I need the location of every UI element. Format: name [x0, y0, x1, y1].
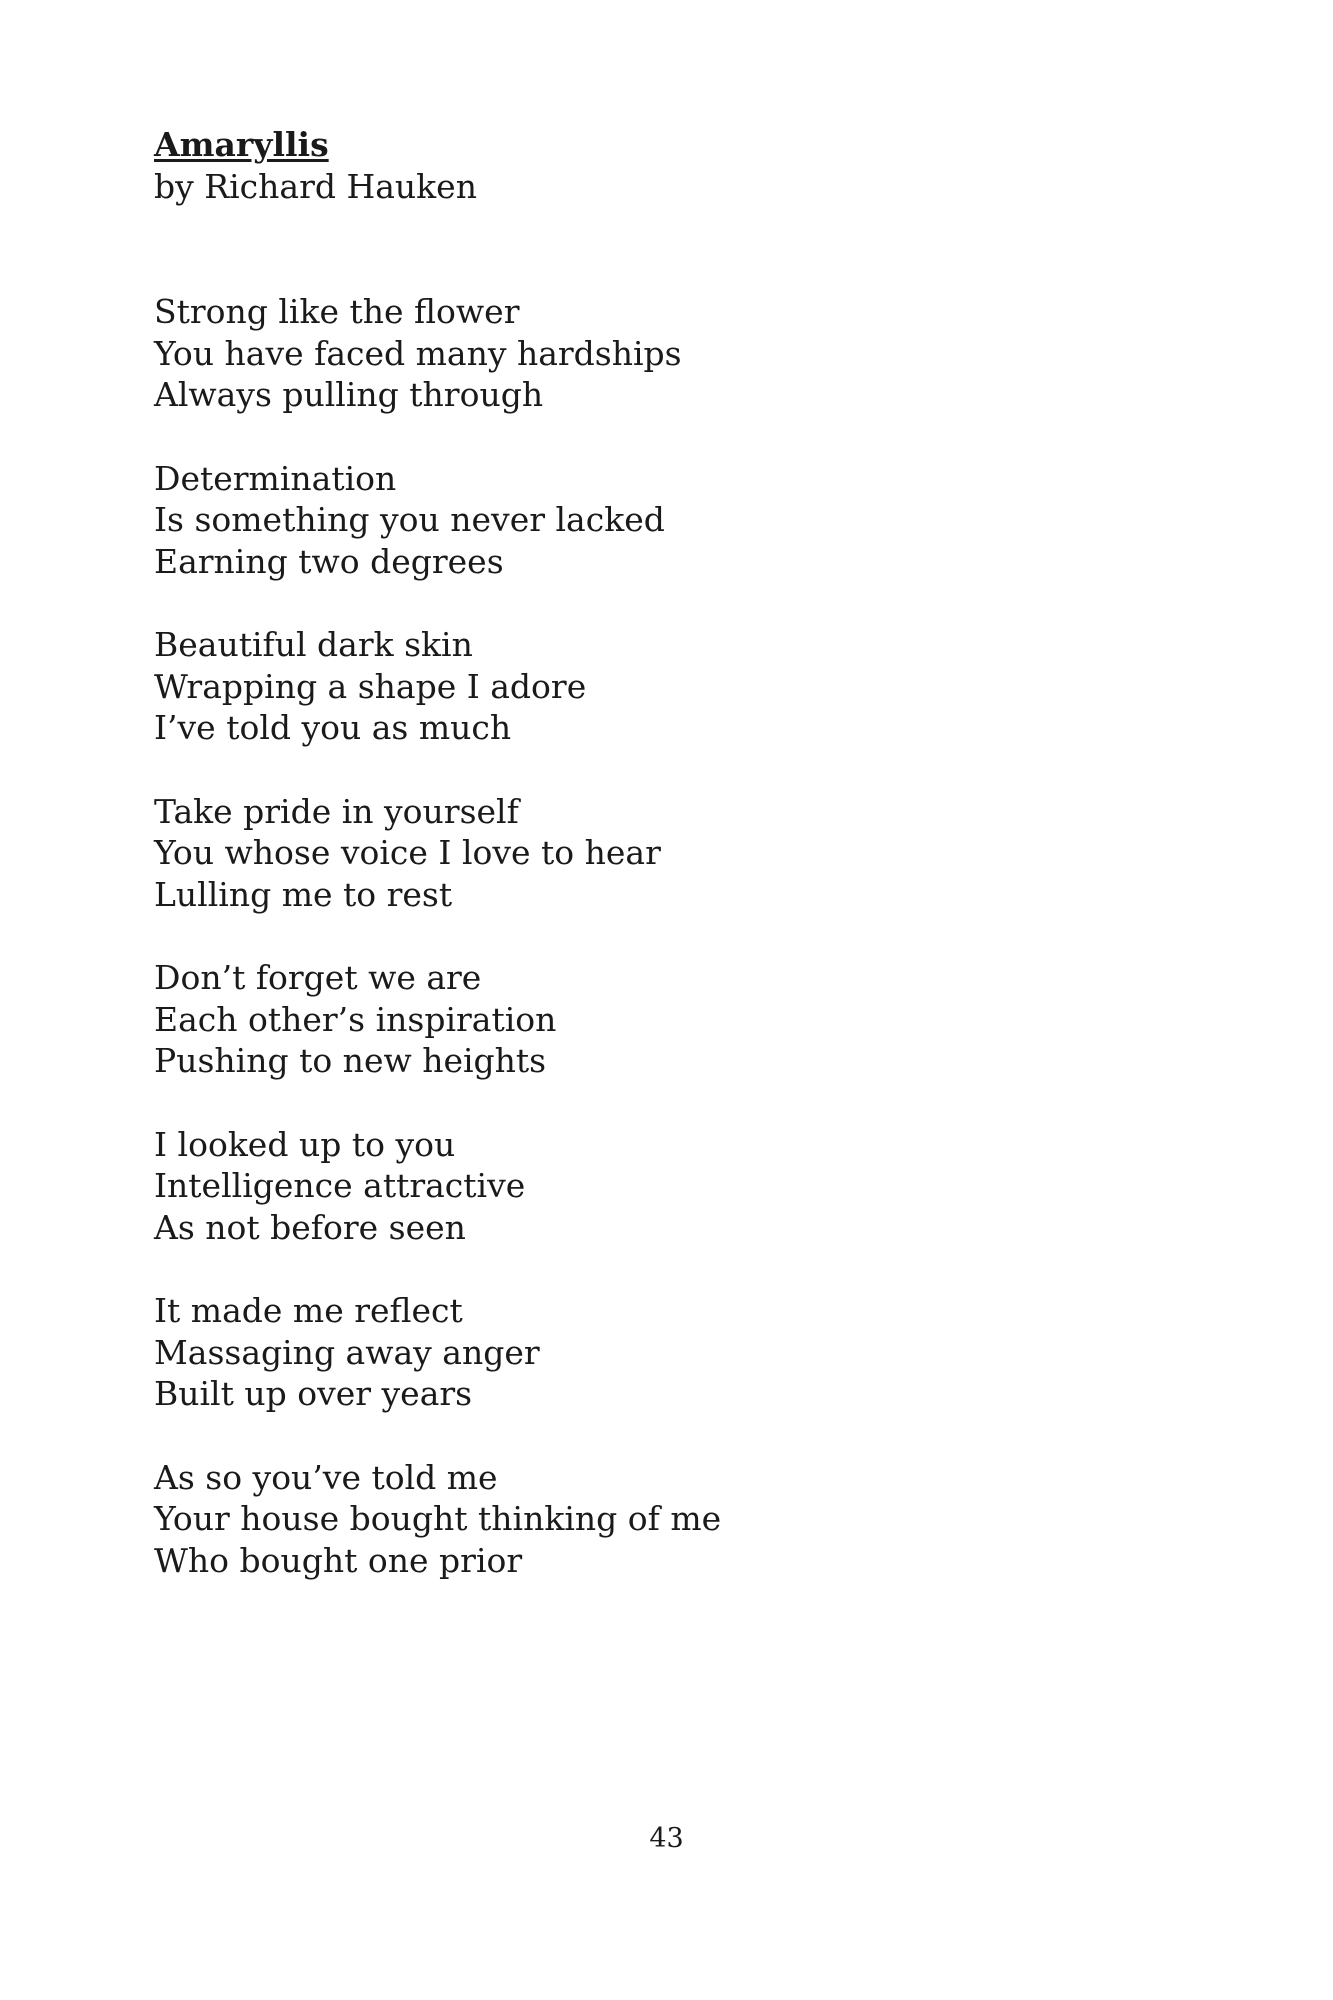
poem-byline: by Richard Hauken — [154, 167, 477, 206]
poem-line: Wrapping a shape I adore — [154, 666, 587, 706]
poem-line: Massaging away anger — [154, 1332, 540, 1372]
poem-line: Intelligence attractive — [154, 1166, 526, 1205]
page-number: 43 — [649, 1823, 684, 1854]
poem-line: Strong like the flower — [154, 292, 520, 331]
poem-line: You have faced many hardships — [154, 333, 682, 373]
poem-line: Who bought one prior — [154, 1540, 523, 1580]
stanza — [154, 1124, 1054, 1249]
poem-line: I’ve told you as much — [154, 708, 512, 747]
poem-line: You whose voice I love to hear — [154, 833, 661, 872]
poem-line: As not before seen — [154, 1207, 466, 1247]
poem-line: Don’t forget we are — [154, 958, 482, 997]
poem-line: Beautiful dark skin — [154, 625, 473, 664]
poem-line: Take pride in yourself — [154, 791, 519, 831]
poem-line: Each other’s inspiration — [154, 999, 557, 1039]
poem-line: Your house bought thinking of me — [154, 1499, 722, 1538]
poem-line: Earning two degrees — [154, 541, 504, 581]
poem-line: As so you’ve told me — [154, 1457, 498, 1497]
poem-line: I looked up to you — [154, 1124, 456, 1164]
poem-line: Pushing to new heights — [154, 1041, 547, 1080]
stanza — [154, 291, 1054, 416]
stanza — [154, 1457, 1054, 1582]
poem-title: Amaryllis — [154, 125, 329, 164]
stanza — [154, 791, 1054, 916]
stanza — [154, 458, 1054, 583]
poem-line: It made me reflect — [154, 1291, 463, 1330]
stanza — [154, 624, 1054, 749]
poem-line: Built up over years — [154, 1374, 473, 1413]
stanza — [154, 1290, 1054, 1415]
poem-line: Is something you never lacked — [154, 500, 665, 539]
poem-line: Lulling me to rest — [154, 874, 453, 914]
stanza — [154, 957, 1054, 1082]
poem-line: Always pulling through — [154, 375, 544, 414]
poem-line: Determination — [154, 458, 397, 498]
poem-body — [154, 291, 1054, 1623]
